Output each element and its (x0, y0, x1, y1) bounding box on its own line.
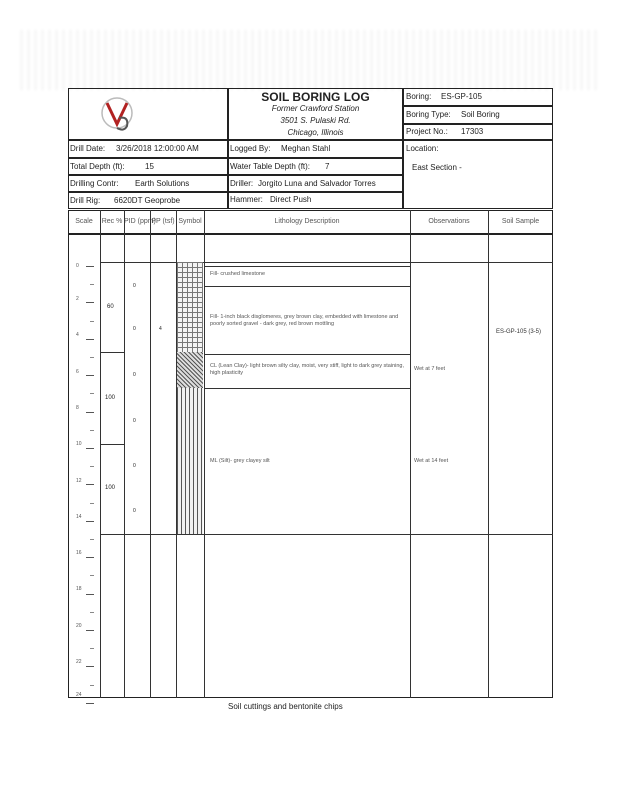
col-pid: PID (ppm) (124, 218, 156, 225)
pid-value-6: 0 (133, 508, 136, 514)
scale-tick (86, 375, 94, 376)
drill-date-value: 3/26/2018 12:00:00 AM (116, 144, 199, 153)
boring-value: ES-GP-105 (441, 92, 482, 101)
depth-label-10: 10 (76, 441, 82, 447)
depth-label-16: 16 (76, 550, 82, 556)
depth-label-2: 2 (76, 296, 79, 302)
depth-label-8: 8 (76, 405, 79, 411)
layer-boundary-4 (204, 388, 410, 389)
lithology-fill-clay: Fill- 1-inch black disglomeres, grey brown clay, embedded with limestone and poorly sorted gravel - dark grey, red brown mottling (210, 314, 399, 327)
scale-tick (90, 612, 94, 613)
scale-tick (90, 393, 94, 394)
depth-label-0: 0 (76, 263, 79, 269)
col-pp: PP (tsf) (151, 218, 175, 225)
scale-tick (90, 539, 94, 540)
symbol-clay (177, 352, 203, 388)
layer-boundary-3 (204, 354, 410, 355)
depth-label-6: 6 (76, 369, 79, 375)
page-title: SOIL BORING LOG (261, 90, 370, 104)
driller-value: Jorgito Luna and Salvador Torres (258, 179, 376, 188)
pid-value-2: 0 (133, 326, 136, 332)
divider-pid (150, 210, 151, 698)
core-interval-2 (100, 444, 124, 445)
drill-rig-label: Drill Rig: (70, 196, 101, 205)
lithology-silt: ML (Silt)- grey clayey silt (210, 458, 270, 464)
logged-by-label: Logged By: (230, 144, 271, 153)
core-interval-1 (100, 352, 124, 353)
site-city: Chicago, Illinois (287, 128, 344, 137)
scale-tick (86, 412, 94, 413)
scale-tick (86, 557, 94, 558)
observation-2: Wet at 14 feet (414, 458, 449, 464)
depth-label-12: 12 (76, 478, 82, 484)
depth-label-18: 18 (76, 586, 82, 592)
location-label: Location: (406, 144, 439, 153)
site-name: Former Crawford Station (271, 104, 360, 113)
scale-tick (90, 466, 94, 467)
pid-value-4: 0 (133, 418, 136, 424)
scale-tick (86, 448, 94, 449)
scale-tick (86, 302, 94, 303)
scale-tick (90, 430, 94, 431)
scale-tick (90, 284, 94, 285)
layer-boundary-1 (204, 266, 410, 267)
divider-observations (488, 210, 489, 698)
pid-value-1: 0 (133, 283, 136, 289)
pid-value-5: 0 (133, 463, 136, 469)
divider-rec (124, 210, 125, 698)
scale-tick (86, 666, 94, 667)
bottom-of-boring (100, 534, 553, 535)
upper-rule (100, 262, 553, 263)
scale-tick (90, 685, 94, 686)
project-label: Project No.: (406, 127, 448, 136)
log-body (68, 234, 553, 698)
layer-boundary-2 (204, 286, 410, 287)
scale-tick (90, 503, 94, 504)
lithology-fill-limestone: Fill- crushed limestone (210, 271, 266, 277)
lithology-lean-clay: CL (Lean Clay)- light brown silty clay, moist, very stiff, light to dark grey staining, high plasticity (210, 363, 404, 376)
water-table-value: 7 (325, 162, 330, 171)
divider-lithology (410, 210, 411, 698)
divider-symbol (204, 210, 205, 698)
scale-tick (90, 575, 94, 576)
scale-tick (90, 357, 94, 358)
observation-1: Wet at 7 feet (414, 366, 446, 372)
scale-tick (86, 594, 94, 595)
site-address: 3501 S. Pulaski Rd. (280, 116, 351, 125)
pid-value-3: 0 (133, 372, 136, 378)
scanned-header-noise (20, 30, 600, 90)
hammer-value: Direct Push (270, 195, 312, 204)
scale-tick (86, 630, 94, 631)
rec-value-1: 60 (107, 304, 114, 310)
location-value: East Section - (412, 163, 462, 172)
pp-value-1: 4 (159, 326, 162, 332)
depth-label-20: 20 (76, 623, 82, 629)
depth-label-4: 4 (76, 332, 79, 338)
symbol-silt (177, 388, 203, 534)
total-depth-label: Total Depth (ft): (70, 162, 125, 171)
backfill-note: Soil cuttings and bentonite chips (228, 702, 343, 711)
water-table-label: Water Table Depth (ft): (230, 162, 311, 171)
boring-label: Boring: (406, 92, 432, 101)
scale-tick (86, 484, 94, 485)
depth-label-22: 22 (76, 659, 82, 665)
drill-rig-value: 6620DT Geoprobe (114, 196, 181, 205)
soil-sample-id: ES-GP-105 (3-5) (496, 329, 542, 335)
rec-value-3: 100 (105, 485, 116, 491)
scale-tick (90, 321, 94, 322)
col-scale: Scale (75, 218, 93, 225)
scale-tick (86, 266, 94, 267)
col-rec: Rec % (101, 218, 123, 225)
depth-label-24: 24 (76, 692, 82, 698)
boring-type-label: Boring Type: (406, 110, 451, 119)
total-depth-value: 15 (145, 162, 154, 171)
scale-tick (90, 648, 94, 649)
logo-cell (68, 88, 228, 140)
company-logo (97, 94, 141, 134)
scale-tick (86, 703, 94, 704)
symbol-fill (177, 262, 203, 352)
scale-tick (86, 521, 94, 522)
col-symbol: Symbol (178, 218, 202, 225)
col-lithology: Lithology Description (274, 218, 340, 225)
drilling-contr-label: Drilling Contr: (70, 179, 119, 188)
boring-type-value: Soil Boring (461, 110, 500, 119)
drill-date-label: Drill Date: (70, 144, 106, 153)
drilling-contr-value: Earth Solutions (135, 179, 190, 188)
hammer-label: Hammer: (230, 195, 263, 204)
logged-by-value: Meghan Stahl (281, 144, 331, 153)
col-sample: Soil Sample (501, 218, 540, 225)
rec-value-2: 100 (105, 395, 116, 401)
project-value: 17303 (461, 127, 484, 136)
depth-label-14: 14 (76, 514, 82, 520)
scale-tick (86, 339, 94, 340)
divider-scale (100, 210, 101, 698)
driller-label: Driller: (230, 179, 254, 188)
col-observations: Observations (428, 218, 470, 225)
